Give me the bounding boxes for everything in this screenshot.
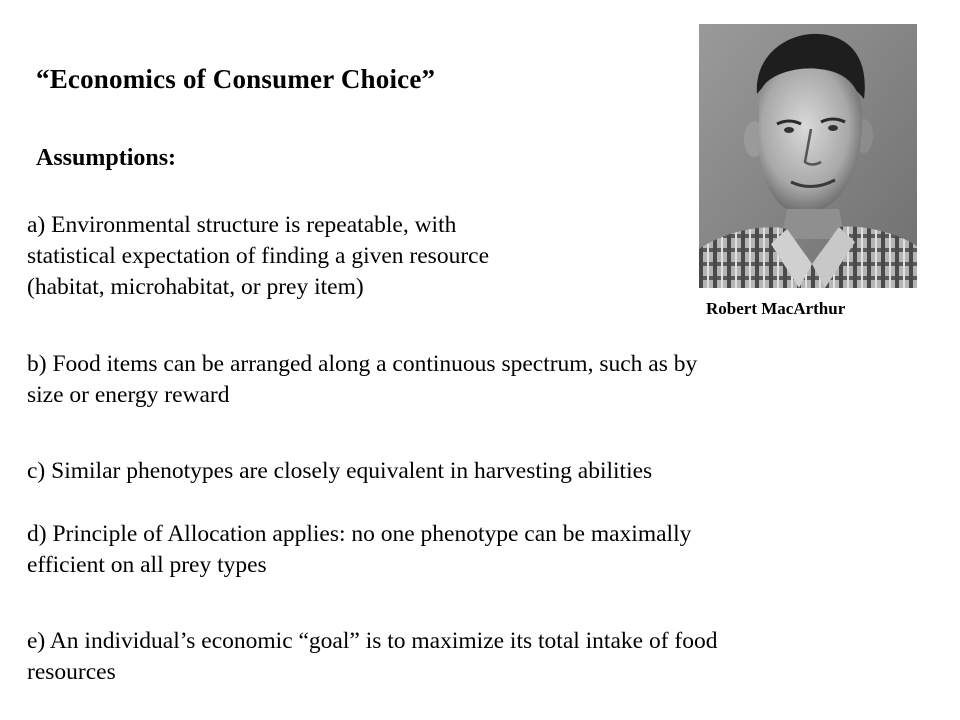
assumption-item-a: [27, 210, 489, 303]
assumptions-heading: Assumptions:: [36, 145, 177, 171]
photo-caption: Robert MacArthur: [706, 299, 846, 318]
assumption-line: efficient on all prey types: [27, 552, 267, 578]
assumption-item-c: [27, 456, 652, 487]
slide-title: “Economics of Consumer Choice”: [36, 64, 436, 94]
assumption-line: size or energy reward: [27, 382, 230, 408]
assumption-line: statistical expectation of finding a given resource: [27, 243, 490, 269]
assumption-item-b: [27, 349, 697, 411]
assumption-line: a) Environmental structure is repeatable, with: [27, 212, 457, 238]
assumption-line: b) Food items can be arranged along a continuous spectrum, such as by: [27, 351, 698, 377]
assumption-item-e: [27, 626, 717, 688]
portrait-photo: [699, 24, 917, 288]
assumption-item-d: [27, 519, 691, 581]
assumption-line: d) Principle of Allocation applies: no one phenotype can be maximally: [27, 521, 692, 547]
portrait-illustration: [699, 24, 917, 288]
assumption-line: (habitat, microhabitat, or prey item): [27, 274, 364, 300]
assumption-line: e) An individual’s economic “goal” is to maximize its total intake of food: [27, 628, 718, 654]
assumption-line: resources: [27, 659, 116, 685]
assumption-line: c) Similar phenotypes are closely equivalent in harvesting abilities: [27, 458, 653, 484]
